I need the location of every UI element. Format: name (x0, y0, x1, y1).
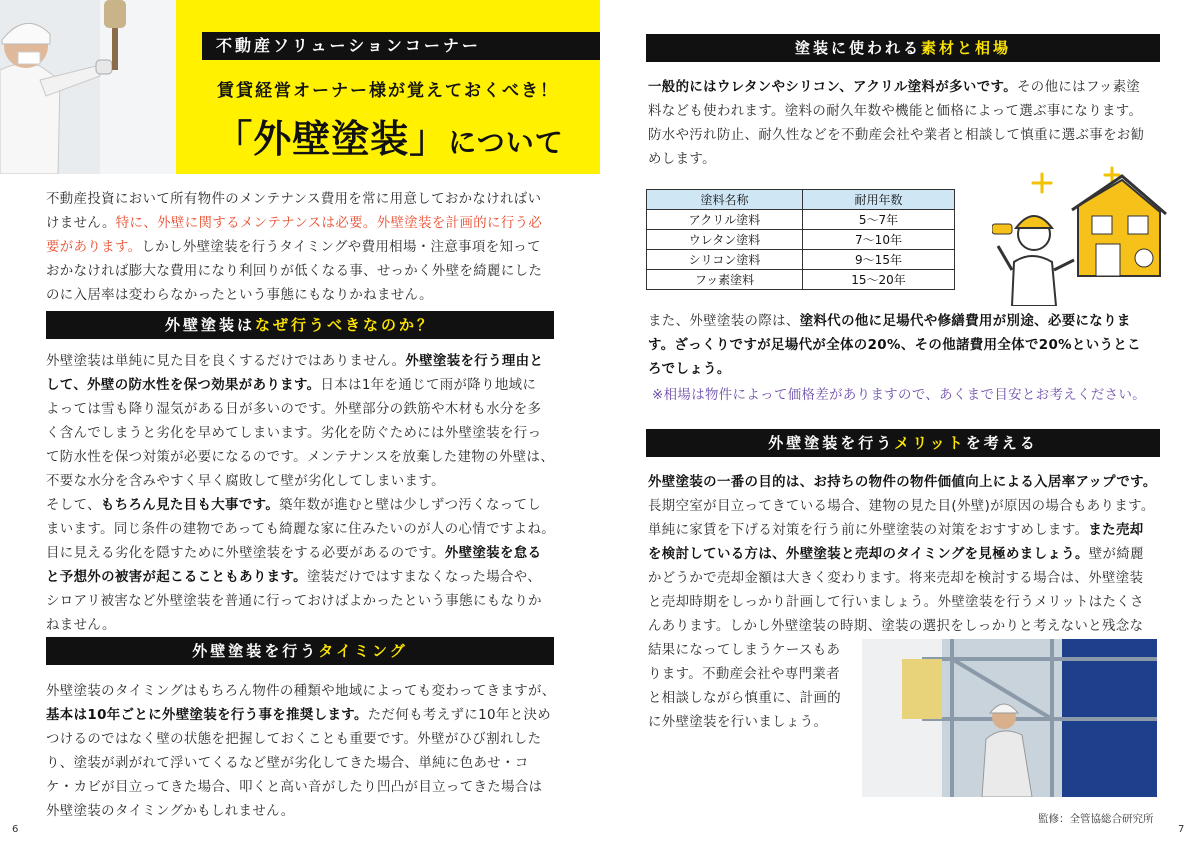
table-cell: 9〜15年 (803, 250, 955, 270)
table-row (647, 270, 955, 290)
text-run: その他にはフッ素塗 (1017, 80, 1141, 95)
heading-text: 外壁塗装を行う (192, 642, 319, 660)
hero-title (194, 108, 584, 163)
text-line: 長期空室が目立ってきている場合、建物の見た目(外壁)が原因の場合もあります。 (648, 499, 1155, 514)
text-line: んあります。しかし外壁塗装の時期、塗装の選択をしっかりと考えないと残念な (648, 619, 1144, 634)
heading-text: 外壁塗装は (164, 316, 255, 334)
intro-paragraph (46, 188, 558, 308)
highlight-text: 外壁の防水性を保つ効果があります。 (87, 378, 321, 393)
text-line: おかなければ膨大な費用になり利回りが低くなる事、せっかく外壁を綺麗にした (46, 264, 543, 279)
price-note: ※相場は物件によって価格差がありますので、あくまで目安とお考えください。 (652, 388, 1147, 403)
bold-text: もちろん (100, 498, 157, 513)
table-cell: ウレタン塗料 (647, 230, 803, 250)
timing-paragraph (46, 680, 558, 824)
bold-text: また売却 (1088, 523, 1144, 538)
bold-text: を検討している方は、外壁塗装と売却のタイミングを見極めましょう。 (648, 547, 1089, 562)
text-run: また、外壁塗装の際は、 (648, 314, 800, 329)
heading-text: 塗装に使われる (794, 39, 921, 57)
text-line (648, 310, 1164, 334)
text-line: ねません。 (46, 618, 116, 633)
section-heading-timing (46, 637, 554, 665)
painter-house-illustration (992, 166, 1168, 306)
text-line: に外壁塗装を行いましょう。 (648, 715, 828, 730)
text-line: て防水性を保つ対策が必要になるのです。メンテナンスを放棄した建物の外壁は、 (46, 450, 555, 465)
text-line (46, 566, 558, 590)
text-line: 外壁塗装のタイミングかもしれません。 (46, 804, 295, 819)
bold-text: 外壁塗装の一番の目的は、お持ちの物件の (648, 475, 911, 490)
text-line (648, 76, 1164, 100)
section-heading-merit (646, 429, 1160, 457)
heading-highlight: 素材と相場 (921, 39, 1012, 57)
text-line (46, 542, 558, 566)
text-line: 結果になってしまうケースもあ (648, 643, 841, 658)
text-run: 塗装だけではすまなくなった場合や、 (306, 570, 542, 585)
table-cell: 15〜20年 (803, 270, 955, 290)
heading-highlight: タイミング (318, 642, 408, 660)
corner-tag: 不動産ソリューションコーナー (202, 32, 600, 60)
text-run: 目に見える劣化を隠すために外壁塗装をする必要があるのです。 (46, 546, 445, 561)
materials-paragraph (648, 76, 1164, 172)
why-paragraph (46, 350, 558, 638)
text-line: まいます。同じ条件の建物であっても綺麗な家に住みたいのが人の心情ですよね。 (46, 522, 556, 537)
bold-text: 塗料代の他に足場代や修繕費用が別途、必要になりま (799, 314, 1131, 329)
bold-text: に外壁塗装を行う事を推奨します。 (148, 708, 368, 723)
paint-durability-table (646, 189, 955, 290)
heading-text: 外壁塗装を行う (768, 434, 895, 452)
text-line: 不要な水分を含みやすく早く腐敗して壁が劣化してしまいます。 (46, 474, 445, 489)
hero-subtitle: 賃貸経営オーナー様が覚えておくべき！ (217, 81, 559, 101)
text-line (46, 374, 558, 398)
text-run: しかし外壁塗装を行うタイミングや費用相場・注意事項を知って (141, 240, 541, 255)
highlight-text: 基本は10年ごと (46, 708, 149, 723)
text-line: シロアリ被害など外壁塗装を普通に行っておけばよかったという事態にもなりか (46, 594, 542, 609)
table-header: 耐用年数 (803, 190, 955, 210)
text-line: と売却時期をしっかり計画して行いましょう。外壁塗装を行うメリットはたくさ (648, 595, 1144, 610)
text-line (648, 334, 1164, 358)
highlight-text: 物件価値向上による入居率アップ (910, 475, 1117, 490)
highlight-text: 要があります。 (46, 240, 142, 255)
hero-title-tail: について (448, 126, 564, 159)
bold-text: です。 (1116, 475, 1157, 490)
table-header: 塗料名称 (647, 190, 803, 210)
right-page (600, 0, 1200, 849)
table-row (647, 210, 955, 230)
text-line: ります。不動産会社や専門業者 (648, 667, 840, 682)
bold-text: 外壁塗装を怠る (444, 546, 542, 561)
text-line (648, 543, 1164, 567)
text-line (46, 350, 558, 374)
painter-photo (0, 0, 176, 174)
heading-highlight: メリット (894, 434, 966, 452)
text-run: けません。 (46, 216, 116, 231)
bold-text: 一般的には (648, 80, 717, 95)
bold-text: というとこ (1072, 338, 1141, 353)
text-line: く含んでしまうと劣化を早めてしまいます。劣化を防ぐためには外壁塗装を行っ (46, 426, 542, 441)
highlight-text: 見た目も大事です。 (156, 498, 280, 513)
hero-banner (176, 0, 600, 174)
text-line (46, 704, 558, 728)
heading-highlight: なぜ行うべきなのか？ (255, 316, 436, 334)
bold-text: 外壁塗装を行う理由と (405, 354, 544, 369)
text-line: ケ・カビが目立ってきた場合、叩くと高い音がしたり凹凸が目立ってきた場合は (46, 780, 543, 795)
text-run: 単純に家賃を下げる対策を行う前に外壁塗装の対策をおすすめします。 (648, 523, 1089, 538)
scaffolding-worker-photo (862, 639, 1157, 797)
text-run: ただ何も考えずに10年と決め (367, 708, 552, 723)
text-line: 料なども使われます。塗料の耐久年数や機能と価格によって選ぶ事になります。 (648, 104, 1143, 119)
highlight-text: 特に、外壁に関するメンテナンスは必要。外壁塗装を計画的に行う必 (115, 216, 543, 231)
text-line (46, 494, 558, 518)
page-number: 7 (1178, 824, 1185, 835)
table-row (647, 230, 955, 250)
text-line: り、塗装が剥がれて浮いてくるなど壁が劣化してきた場合、単純に色あせ・コ (46, 756, 529, 771)
text-line: のに入居率は変わらなかったという事態にもなりかねません。 (46, 288, 433, 303)
text-line: 防水や汚れ防止、耐久性などを不動産会社や業者と相談して慎重に選ぶ事をお勧 (648, 128, 1145, 143)
table-row (647, 250, 955, 270)
bold-text: して、 (46, 378, 88, 393)
table-cell: アクリル塗料 (647, 210, 803, 230)
text-line (648, 519, 1164, 543)
text-run: そして、 (46, 498, 101, 513)
heading-text: を考える (965, 434, 1038, 452)
text-line (46, 236, 558, 260)
table-cell: 7〜10年 (803, 230, 955, 250)
table-cell: フッ素塗料 (647, 270, 803, 290)
text-line: 不動産投資において所有物件のメンテナンス費用を常に用意しておかなければい (46, 192, 542, 207)
text-line: よっては雪も降り湿気がある日が多いのです。外壁部分の鉄筋や木材も水分を多 (46, 402, 542, 417)
text-line: 外壁塗装のタイミングはもちろん物件の種類や地域によっても変わってきますが、 (46, 684, 556, 699)
table-header-row (647, 190, 955, 210)
bold-text: が多いです。 (935, 80, 1017, 95)
text-run: 外壁塗装は単純に見た目を良くするだけではありません。 (46, 354, 406, 369)
supervision-credit: 監修：全管協総合研究所 (1038, 813, 1154, 825)
section-heading-why (46, 311, 554, 339)
text-run: 築年数が進むと壁は少しずつ汚くなってし (279, 498, 542, 513)
text-line (46, 212, 558, 236)
text-run: 日本は1年を通じて雨が降り地域に (320, 378, 537, 393)
highlight-text: 足場代が全体の20%、その他諸費用全体で20% (771, 338, 1072, 353)
text-line: つけるのではなく壁の状態を把握しておくことも重要です。外壁がひび割れした (46, 732, 542, 747)
table-cell: 5〜7年 (803, 210, 955, 230)
highlight-text: ウレタンやシリコン、アクリル塗料 (716, 80, 936, 95)
text-line: かどうかで売却金額は大きく変わります。将来売却を検討する場合は、外壁塗装 (648, 571, 1144, 586)
hero-title-main: 「外壁塗装」 (214, 117, 449, 161)
cost-paragraph (648, 310, 1164, 408)
section-heading-materials (646, 34, 1160, 62)
text-line: めします。 (648, 152, 716, 167)
table-cell: シリコン塗料 (647, 250, 803, 270)
text-line: と相談しながら慎重に、計画的 (648, 691, 842, 706)
text-line: ろでしょう。 (648, 362, 731, 377)
page-number: 6 (12, 824, 19, 835)
text-run: 壁が綺麗 (1088, 547, 1144, 562)
text-line (648, 471, 1164, 495)
bold-text: と予想外の被害が起こることもあります。 (46, 570, 307, 585)
bold-text: す。ざっくりですが (648, 338, 772, 353)
